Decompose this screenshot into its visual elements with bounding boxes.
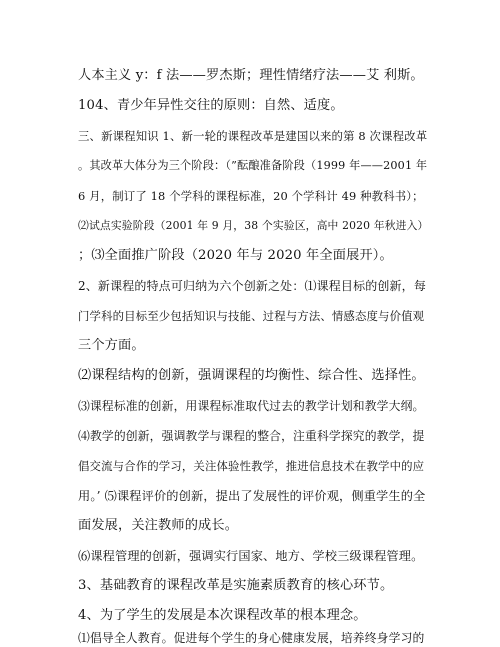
- text-line: 人本主义 y：f 法——罗杰斯；理性情绪疗法——艾 利斯。: [78, 68, 424, 83]
- text-line: ⑹课程管理的创新，强调实行国家、地方、学校三级课程管理。: [78, 549, 424, 563]
- text-line: ⑴倡导全人教育。促进每个学生的身心健康发展，培养终身学习的: [78, 631, 425, 645]
- text-line: ⑷教学的创新，强调教学与课程的整合，注重科学探究的教学，提: [78, 429, 425, 443]
- text-line: 门学科的目标至少包括知识与技能、过程与方法、情感态度与价值观: [78, 309, 425, 323]
- text-line: 。其改革大体分为三个阶段：（”酝酿准备阶段（1999 年——2001 年: [78, 159, 428, 172]
- text-line: ⑶课程标准的创新，用课程标准取代过去的教学计划和教学大纲。: [78, 399, 425, 413]
- text-line: 用。’ ⑸课程评价的创新，提出了发展性的评价观，侧重学生的全: [78, 489, 426, 503]
- text-line: 2、新课程的特点可归纳为六个创新之处：⑴课程目标的创新，每: [78, 279, 426, 293]
- text-line: ⑵试点实验阶段（2001 年 9 月，38 个实验区，高中 2020 年秋进入）: [78, 219, 428, 232]
- text-line: 104、青少年异性交往的原则：自然、适度。: [78, 98, 344, 113]
- text-line: 面发展，关注教师的成长。: [78, 518, 239, 533]
- text-line: 倡交流与合作的学习，关注体验性教学，推进信息技术在教学中的应: [78, 459, 425, 473]
- text-line: 4、为了学生的发展是本次课程改革的根本理念。: [78, 608, 367, 623]
- text-line: ⑵课程结构的创新，强调课程的均衡性、综合性、选择性。: [78, 368, 425, 383]
- text-line: ；⑶全面推广阶段（2020 年与 2020 年全面展开）。: [78, 248, 393, 263]
- text-line: 3、基础教育的课程改革是实施素质教育的核心环节。: [78, 578, 394, 593]
- text-line: 6 月，制订了 18 个学科的课程标准，20 个学科计 49 种教科书）；: [78, 189, 424, 203]
- text-line: 三、新课程知识 1、新一轮的课程改革是建国以来的第 8 次课程改革: [78, 129, 428, 143]
- text-line: 三个方面。: [78, 338, 145, 353]
